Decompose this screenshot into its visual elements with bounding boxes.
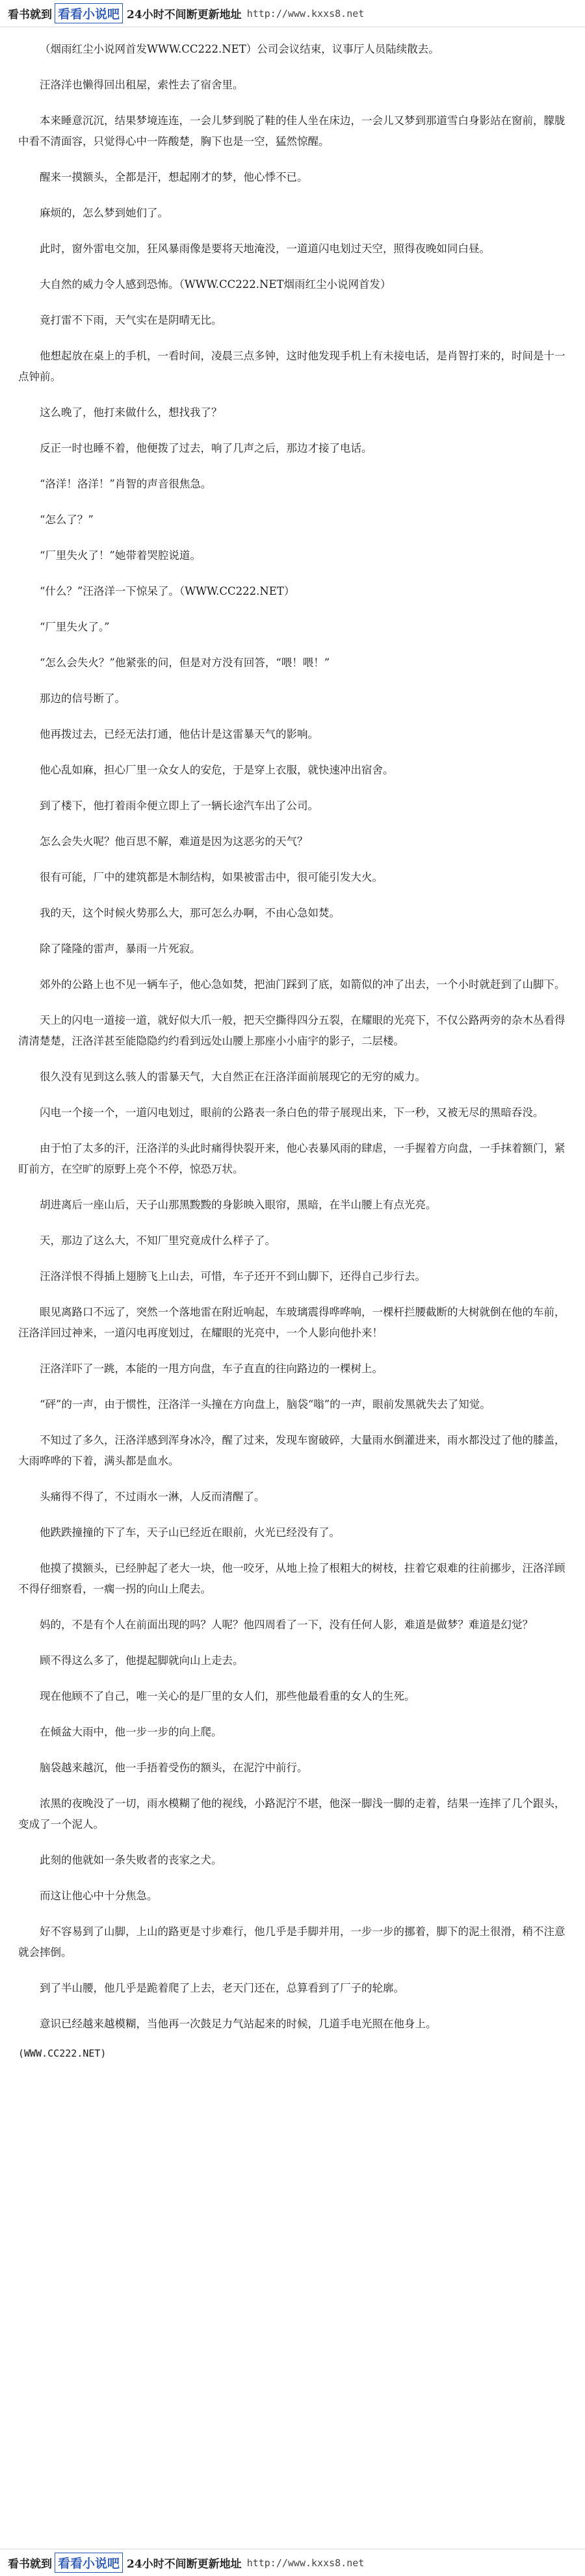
paragraph: 不知过了多久，汪洛洋感到浑身冰冷，醒了过来，发现车窗破碎，大量雨水倒灌进来，雨水都没过了他的膝盖，大雨哗哗的下着，满头都是血水。 — [18, 1434, 566, 1467]
paragraph: 很有可能，厂中的建筑都是木制结构，如果被雷击中，很可能引发大火。 — [40, 871, 383, 883]
paragraph: 在倾盆大雨中，他一步一步的向上爬。 — [40, 1726, 222, 1738]
paragraph: 本来睡意沉沉，结果梦境连连，一会儿梦到脱了鞋的佳人坐在床边，一会儿又梦到那道雪白身影站在窗前，朦胧中看不清面容，只觉得心中一阵酸楚，胸下也是一空，猛然惊醒。 — [18, 114, 566, 148]
paragraph: 麻烦的，怎么梦到她们了。 — [40, 207, 168, 219]
paragraph: 反正一时也睡不着，他便拨了过去，响了几声之后，那边才接了电话。 — [40, 442, 372, 454]
paragraph: 此时，窗外雷电交加，狂风暴雨像是要将天地淹没，一道道闪电划过天空，照得夜晚如同白昼。 — [40, 242, 490, 255]
paragraph: （烟雨红尘小说网首发WWW.CC222.NET）公司会议结束，议事厅人员陆续散去。 — [40, 43, 439, 55]
paragraph: “洛洋！洛洋！”肖智的声音很焦急。 — [40, 478, 212, 490]
paragraph: 大自然的威力令人感到恐怖。（WWW.CC222.NET烟雨红尘小说网首发） — [40, 278, 391, 291]
paragraph: 到了楼下，他打着雨伞便立即上了一辆长途汽车出了公司。 — [40, 800, 318, 812]
paragraph: 此刻的他就如一条失败者的丧家之犬。 — [40, 1854, 222, 1866]
paragraph: “砰”的一声，由于惯性，汪洛洋一头撞在方向盘上，脑袋“嗡”的一声，眼前发黑就失去了知觉。 — [40, 1398, 491, 1411]
paragraph: 那边的信号断了。 — [40, 692, 125, 705]
paragraph: 现在他顾不了自己，唯一关心的是厂里的女人们，那些他最看重的女人的生死。 — [40, 1690, 415, 1702]
paragraph: 我的天，这个时候火势那么大，那可怎么办啊，不由心急如焚。 — [40, 907, 340, 919]
bottom-ad-banner[interactable] — [0, 2549, 585, 2576]
source-watermark-text: (WWW.CC222.NET) — [18, 2048, 107, 2059]
paragraph: 除了隆隆的雷声，暴雨一片死寂。 — [40, 943, 201, 955]
paragraph: “怎么会失火？”他紧张的问，但是对方没有回答，“喂！喂！” — [40, 657, 330, 669]
paragraph: 他摸了摸额头，已经肿起了老大一块，他一咬牙，从地上捡了根粗大的树枝，拄着它艰难的往前挪步，汪洛洋顾不得仔细察看，一瘸一拐的向山上爬去。 — [18, 1562, 566, 1595]
paragraph: 他心乱如麻，担心厂里一众女人的安危，于是穿上衣服，就快速冲出宿舍。 — [40, 764, 394, 776]
paragraph: 天上的闪电一道接一道，就好似大爪一般，把天空撕得四分五裂，在耀眼的光亮下，不仅公路两旁的杂木丛看得清清楚楚，汪洛洋甚至能隐隐约约看到远处山腰上那座小小庙宇的影子，二层楼。 — [18, 1014, 566, 1047]
paragraph: 而这让他心中十分焦急。 — [40, 1890, 158, 1902]
paragraph: “厂里失火了！”她带着哭腔说道。 — [40, 549, 201, 562]
paragraph: “厂里失火了。” — [40, 621, 110, 633]
banner-lead-text: 看书就到 — [8, 2558, 52, 2571]
paragraph: 闪电一个接一个，一道闪电划过，眼前的公路表一条白色的带子展现出来，下一秒，又被无尽的黑暗吞没。 — [40, 1106, 544, 1119]
paragraph: 浓黑的夜晚没了一切，雨水模糊了他的视线，小路泥泞不堪，他深一脚浅一脚的走着，结果一连摔了几个跟头，变成了一个泥人。 — [18, 1797, 566, 1830]
banner-slogan: 24小时不间断更新地址 — [127, 2558, 242, 2571]
paragraph: 很久没有见到这么骇人的雷暴天气，大自然正在汪洛洋面前展现它的无穷的威力。 — [40, 1071, 426, 1083]
paragraph: 醒来一摸额头，全都是汗，想起刚才的梦，他心悸不已。 — [40, 171, 308, 183]
chapter-body — [0, 29, 585, 2544]
paragraph: 眼见离路口不远了，突然一个落地雷在附近响起，车玻璃震得哗哗响，一棵杆拦腰截断的大树就倒在他的车前，汪洛洋回过神来，一道闪电再度划过，在耀眼的光亮中，一个人影向他扑来！ — [18, 1306, 566, 1339]
paragraph: 脑袋越来越沉，他一手捂着受伤的额头，在泥泞中前行。 — [40, 1762, 308, 1774]
paragraph: 怎么会失火呢？他百思不解，难道是因为这恶劣的天气？ — [40, 835, 308, 848]
banner-slogan: 24小时不间断更新地址 — [127, 8, 242, 21]
paragraph: 好不容易到了山脚，上山的路更是寸步难行，他几乎是手脚并用，一步一步的挪着，脚下的泥土很滑，稍不注意就会摔倒。 — [18, 1925, 566, 1958]
site-brand-logo[interactable]: 看看小说吧 — [55, 3, 123, 23]
paragraph: 竟打雷不下雨，天气实在是阴晴无比。 — [40, 314, 222, 326]
paragraph: “什么？”汪洛洋一下惊呆了。（WWW.CC222.NET） — [40, 585, 295, 597]
paragraph: 汪洛洋也懒得回出租屋，索性去了宿舍里。 — [40, 79, 244, 91]
banner-url-link[interactable]: http://www.kxxs8.net — [246, 2556, 365, 2569]
paragraph: “怎么了？” — [40, 514, 94, 526]
banner-url-link[interactable]: http://www.kxxs8.net — [246, 7, 365, 20]
paragraph: 这么晚了，他打来做什么，想找我了？ — [40, 406, 222, 419]
paragraph: 顾不得这么多了，他提起脚就向山上走去。 — [40, 1654, 244, 1667]
paragraph: 由于怕了太多的汗，汪洛洋的头此时痛得快裂开来，他心表暴风雨的肆虐，一手握着方向盘，一手抹着额门，紧盯前方，在空旷的原野上亮个不停，惊恐万状。 — [18, 1142, 566, 1175]
paragraph: 郊外的公路上也不见一辆车子，他心急如焚，把油门踩到了底，如箭似的冲了出去，一个小时就赶到了山脚下。 — [40, 978, 566, 991]
paragraph: 汪洛洋吓了一跳，本能的一甩方向盘，车子直直的往向路边的一棵树上。 — [40, 1362, 383, 1375]
paragraph: 妈的，不是有个人在前面出现的吗？人呢？他四周看了一下，没有任何人影，难道是做梦？难道是幻觉？ — [40, 1619, 533, 1631]
paragraph: 他跌跌撞撞的下了车，天子山已经近在眼前，火光已经没有了。 — [40, 1526, 340, 1539]
site-brand-logo[interactable]: 看看小说吧 — [55, 2553, 123, 2573]
paragraph: 他想起放在桌上的手机，一看时间，凌晨三点多钟，这时他发现手机上有未接电话，是肖智打来的，时间是十一点钟前。 — [18, 350, 566, 383]
banner-lead-text: 看书就到 — [8, 8, 52, 21]
paragraph: 汪洛洋恨不得插上翅膀飞上山去，可惜，车子还开不到山脚下，还得自己步行去。 — [40, 1270, 426, 1282]
paragraph: 意识已经越来越模糊，当他再一次鼓足力气站起来的时候，几道手电光照在他身上。 — [40, 2018, 437, 2030]
paragraph: 天，那边了这么大，不知厂里究竟成什么样子了。 — [40, 1234, 276, 1247]
paragraph: 头痛得不得了，不过雨水一淋，人反而清醒了。 — [40, 1490, 265, 1503]
top-ad-banner[interactable] — [0, 0, 585, 27]
paragraph: 到了半山腰，他几乎是跪着爬了上去，老天门还在，总算看到了厂子的轮廓。 — [40, 1982, 404, 1994]
paragraph: 他再拨过去，已经无法打通，他估计是这雷暴天气的影响。 — [40, 728, 318, 740]
paragraph: 胡进离后一座山后，天子山那黑黢黢的身影映入眼帘，黑暗，在半山腰上有点光亮。 — [40, 1199, 437, 1211]
